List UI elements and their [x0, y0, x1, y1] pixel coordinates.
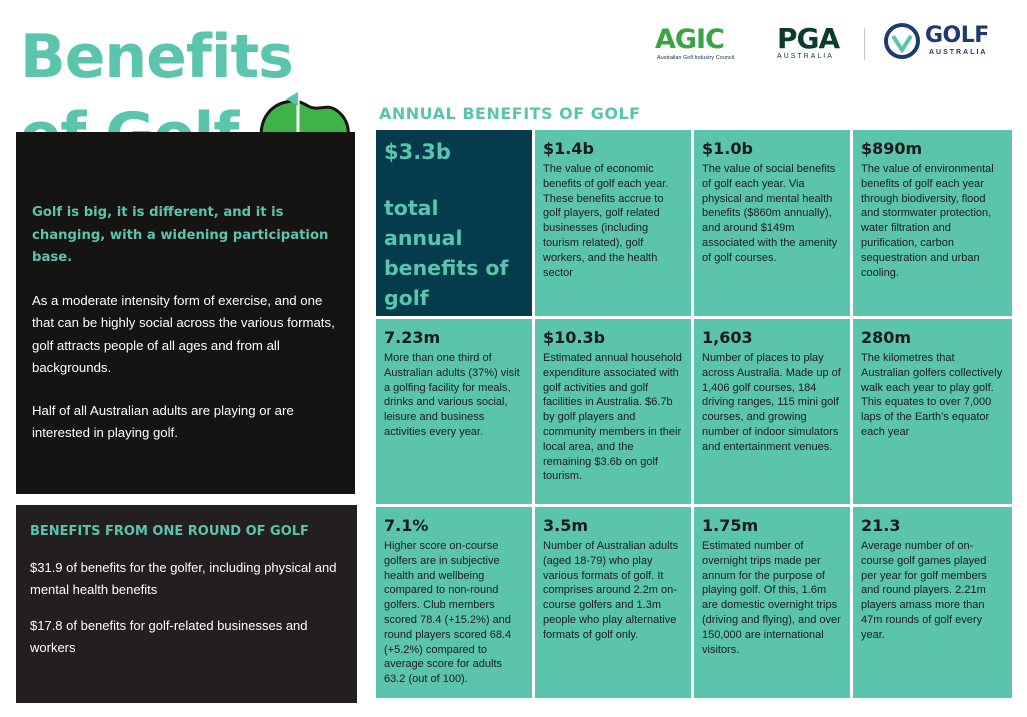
stat-card [853, 130, 1012, 316]
stat-card [535, 319, 691, 504]
stat-value: $890m [861, 139, 923, 158]
stat-card [694, 130, 850, 316]
one-round-item: $17.8 of benefits for golf-related businesses and workers [30, 618, 308, 655]
stat-value: 7.23m [384, 328, 441, 347]
stat-value: $3.3b [384, 140, 451, 164]
annual-benefits-heading: ANNUAL BENEFITS OF GOLF [379, 104, 641, 123]
stat-card [694, 319, 850, 504]
stat-description: Estimated annual household expenditure associated with golf activities and golf facilities in Australia. $6.7b by golf players and community members in their local area, and the remaining $3.6b on golf tourism. [543, 352, 682, 483]
intro-paragraph: As a moderate intensity form of exercise, and one that can be highly social across the various formats, golf attracts people of all ages and from all backgrounds. [32, 292, 335, 375]
stat-card [694, 507, 850, 698]
stat-description: Average number of on-course golf games played per year for golf members and round players. 2.21m players amass more than 47m rounds of golf every year. [861, 540, 987, 641]
stat-description: Estimated number of overnight trips made per annum for the purpose of playing golf. Of this, 1.6m are domestic overnight trips (driving and flying), and over 150,000 are international visitors. [702, 540, 841, 656]
stat-value: 280m [861, 328, 912, 347]
intro-panel [16, 132, 355, 494]
logo-divider [864, 28, 865, 60]
stat-value: 1,603 [702, 328, 753, 347]
one-round-heading: BENEFITS FROM ONE ROUND OF GOLF [30, 524, 309, 539]
stat-card [853, 319, 1012, 504]
stat-description: Number of places to play across Australia. Made up of 1,406 golf courses, 184 driving ranges, 115 mini golf courses, and growing number of indoor simulators and entertainment venues. [702, 352, 841, 453]
title-line-1: Benefits [20, 22, 293, 92]
stat-description: Higher score on-course golfers are in subjective health and wellbeing compared to non-round golfers. Club members scored 78.4 (+15.2%) and round players scored 68.4 (+5.2%) compared to average score for adults 63.2 (out of 100). [384, 540, 512, 686]
stat-description: Number of Australian adults (aged 18-79) who play various formats of golf. It comprises around 2.2m on-course golfers and 1.3m people who play alternative formats of golf only. [543, 540, 679, 641]
pga-logo-subtitle: AUSTRALIA [777, 53, 834, 60]
stat-description: The value of social benefits of golf each year. Via physical and mental health benefits ($860m annually), and around $149m associated with the amenity of golf courses. [702, 163, 838, 264]
stat-value: 21.3 [861, 516, 901, 535]
stat-subtitle: total annual benefits of golf [384, 196, 509, 310]
golf-australia-mark-icon [883, 22, 921, 60]
stat-description: The value of environmental benefits of golf each year through biodiversity, flood and stormwater protection, water filtration and purification, carbon sequestration and urban cooling. [861, 163, 994, 279]
stat-description: The kilometres that Australian golfers collectively walk each year to play golf. This equates to over 7,000 laps of the Earth’s equator each year [861, 352, 1003, 438]
stat-description: More than one third of Australian adults (37%) visit a golfing facility for meals, drinks and various social, leisure and business activities every year. [384, 352, 520, 438]
stat-value: $10.3b [543, 328, 606, 347]
stat-description: The value of economic benefits of golf each year. These benefits accrue to golf players, golf related businesses (including tourism related), golf workers, and the health sector [543, 163, 669, 279]
one-round-panel [16, 505, 357, 703]
stat-value: 1.75m [702, 516, 759, 535]
stat-value: 3.5m [543, 516, 589, 535]
stat-card [853, 507, 1012, 698]
stat-card-total [376, 130, 532, 316]
intro-headline: Golf is big, it is different, and it is changing, with a widening participation base. [32, 205, 329, 265]
annual-benefits-grid [376, 130, 1012, 698]
pga-logo-wordmark: PGA [777, 22, 840, 55]
pga-logo [777, 22, 847, 68]
golf-australia-wordmark: GOLF [925, 23, 989, 48]
agic-logo [655, 22, 765, 68]
agic-logo-subtitle: Australian Golf Industry Council [657, 55, 735, 61]
golf-australia-logo [883, 22, 1003, 68]
stat-value: $1.0b [702, 139, 753, 158]
one-round-item: $31.9 of benefits for the golfer, including physical and mental health benefits [30, 560, 337, 597]
golf-australia-subtitle: AUSTRALIA [929, 49, 988, 56]
stat-value: $1.4b [543, 139, 594, 158]
stat-card [376, 507, 532, 698]
stat-card [535, 130, 691, 316]
agic-logo-accent: AGIC [655, 24, 724, 55]
stat-card [376, 319, 532, 504]
stat-card [535, 507, 691, 698]
intro-paragraph: Half of all Australian adults are playing or are interested in playing golf. [32, 402, 294, 440]
partner-logos [655, 22, 1005, 68]
stat-value: 7.1% [384, 516, 429, 535]
